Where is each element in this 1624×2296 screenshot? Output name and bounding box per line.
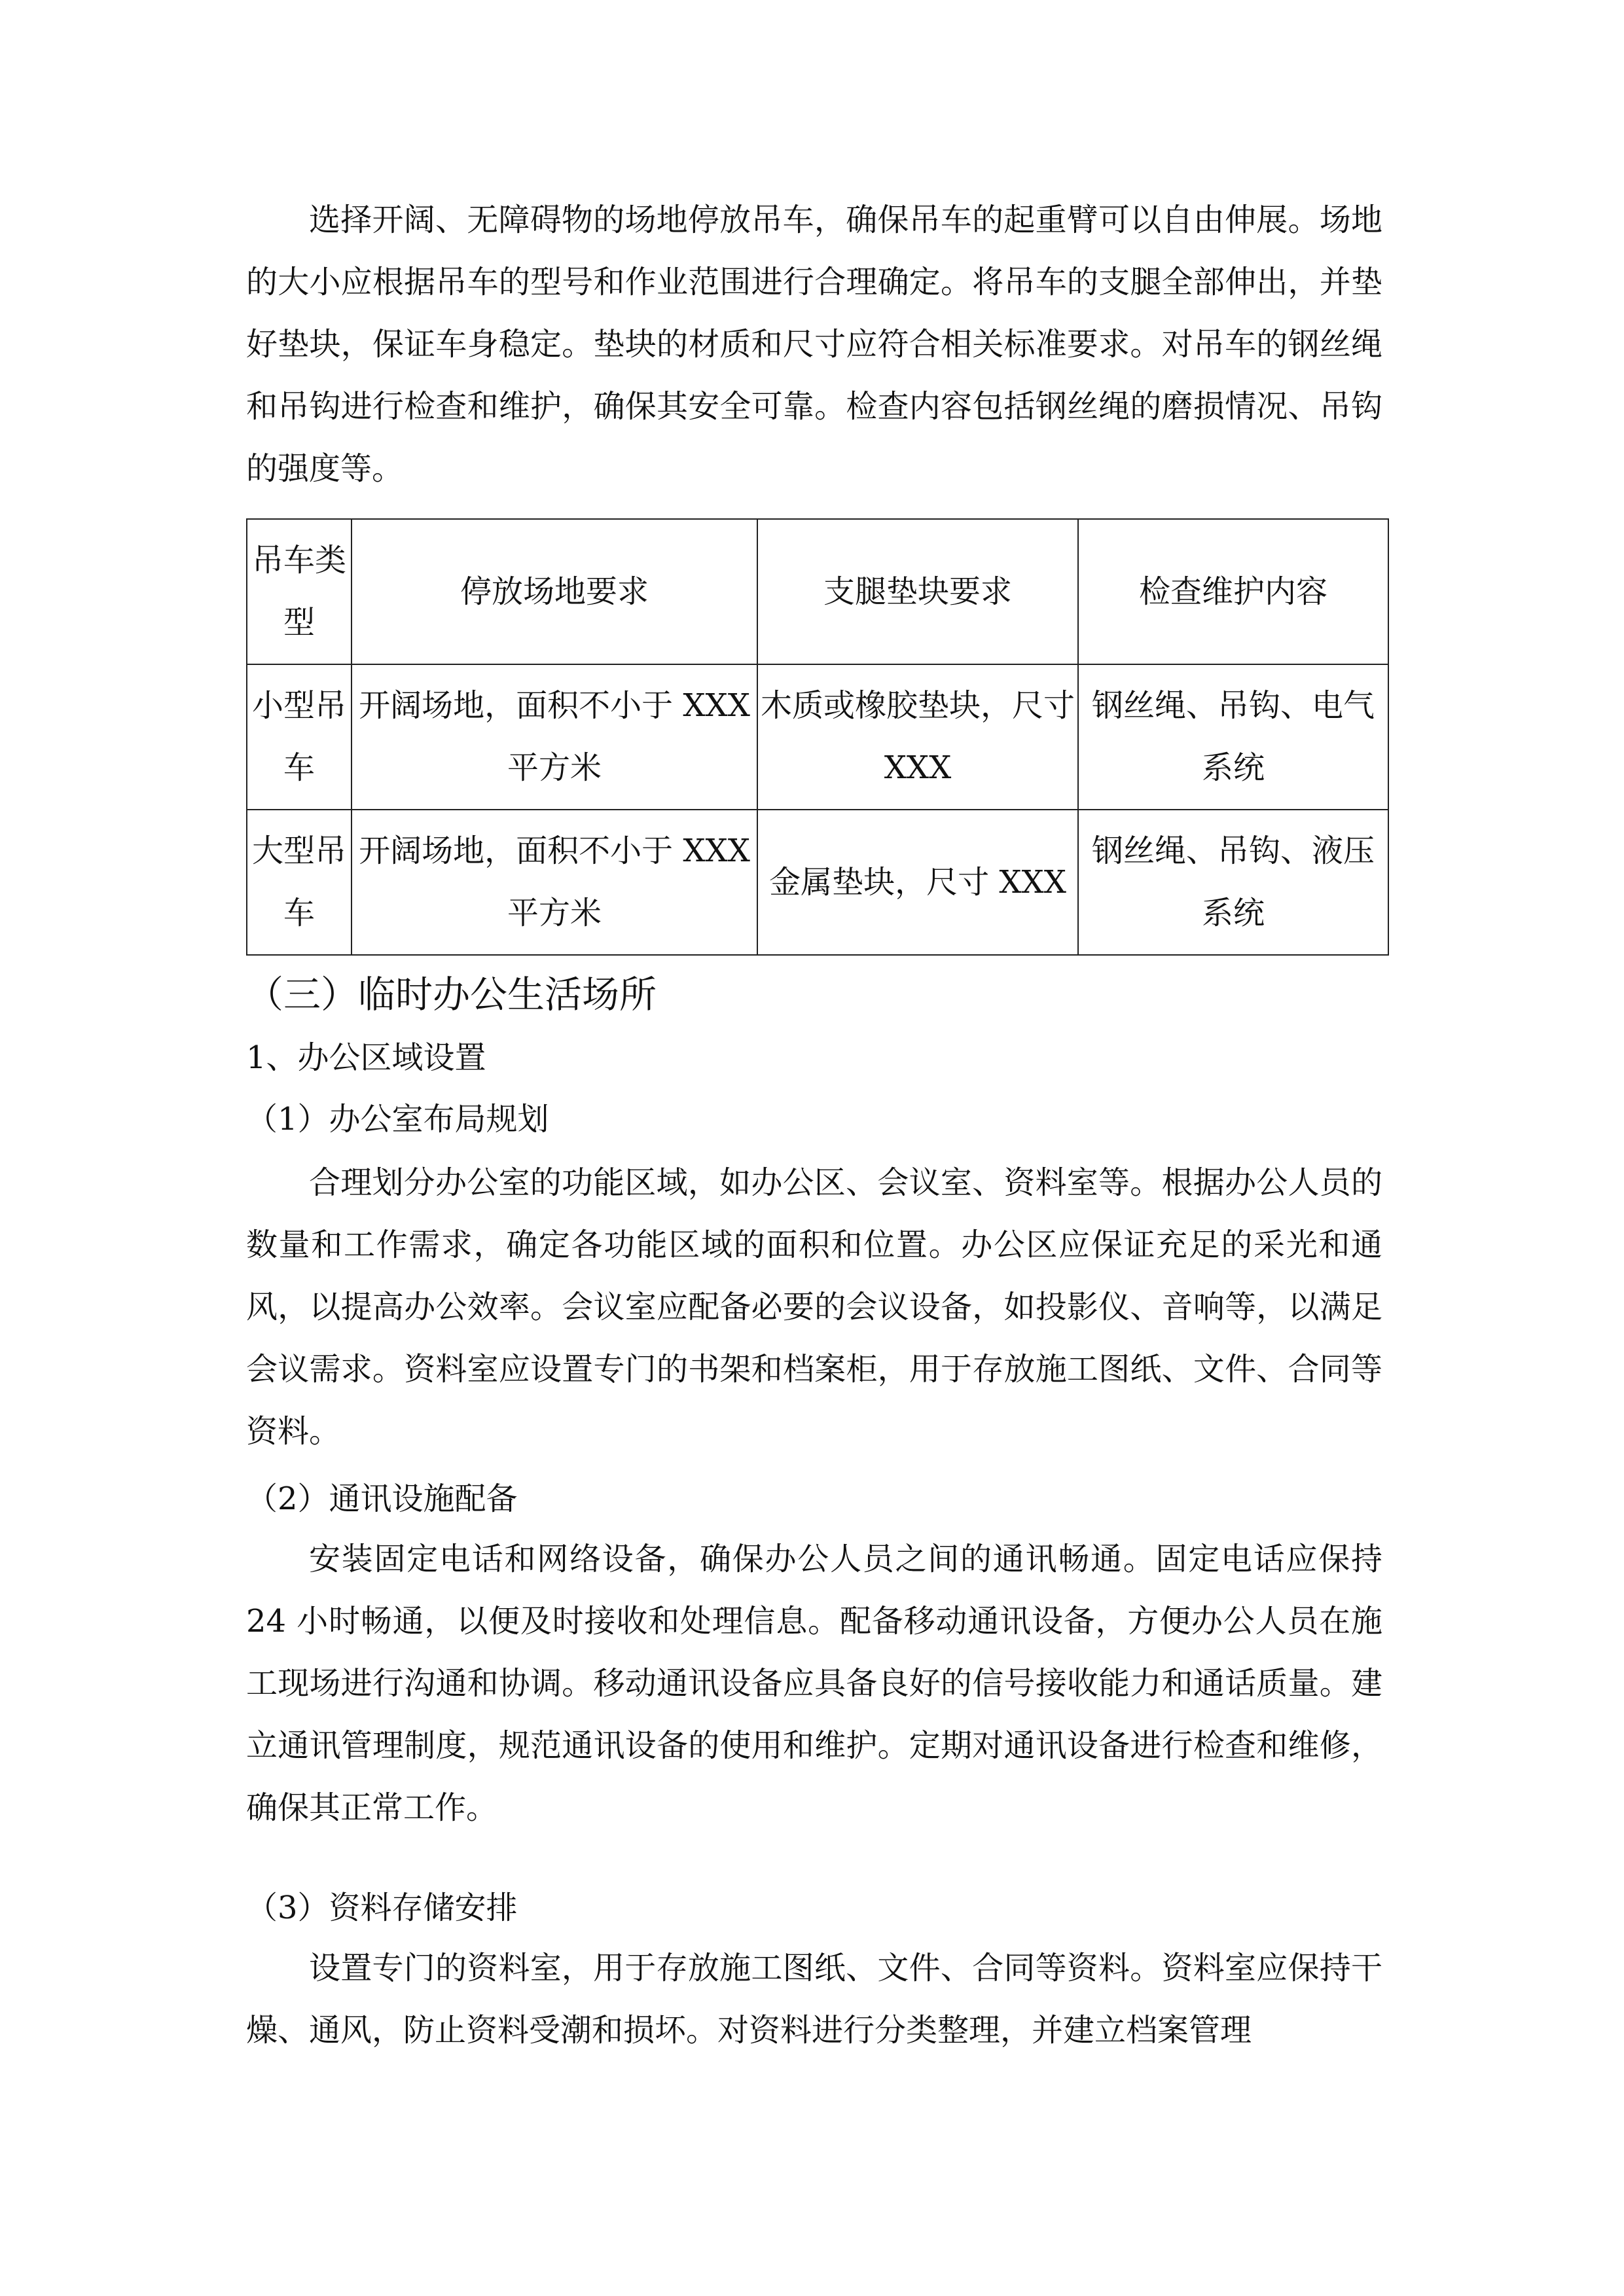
intro-paragraph: 选择开阔、无障碍物的场地停放吊车，确保吊车的起重臂可以自由伸展。场地的大小应根据吊车的型号和作业范围进行合理确定。将吊车的支腿全部伸出，并垫好垫块，保证车身稳定。垫块的材质和尺寸应符合相关标准要求。对吊车的钢丝绳和吊钩进行检查和维护，确保其安全可靠。检查内容包括钢丝绳的磨损情况、吊钩的强度等。	[246, 202, 1382, 487]
table-header-cell: 停放场地要求	[352, 519, 757, 664]
table-cell: 开阔场地，面积不小于 XXX 平方米	[352, 810, 757, 955]
table-cell: 钢丝绳、吊钩、液压系统	[1078, 810, 1388, 955]
table-row	[247, 664, 1388, 810]
table-header-cell: 吊车类型	[247, 519, 352, 664]
table-cell: 钢丝绳、吊钩、电气系统	[1078, 664, 1388, 810]
table-cell: 金属垫块，尺寸 XXX	[757, 810, 1078, 955]
office-layout-paragraph: 合理划分办公室的功能区域，如办公区、会议室、资料室等。根据办公人员的数量和工作需求，确定各功能区域的面积和位置。办公区应保证充足的采光和通风，以提高办公效率。会议室应配备必要的会议设备，如投影仪、音响等，以满足会议需求。资料室应设置专门的书架和档案柜，用于存放施工图纸、文件、合同等资料。	[246, 1164, 1382, 1450]
table-header-cell: 支腿垫块要求	[757, 519, 1078, 664]
storage-paragraph: 设置专门的资料室，用于存放施工图纸、文件、合同等资料。资料室应保持干燥、通风，防止资料受潮和损坏。对资料进行分类整理，并建立档案管理	[246, 1950, 1382, 2049]
table-cell: 开阔场地，面积不小于 XXX 平方米	[352, 664, 757, 810]
table-cell: 大型吊车	[247, 810, 352, 955]
table-row	[247, 810, 1388, 955]
table-cell: 小型吊车	[247, 664, 352, 810]
table-cell: 木质或橡胶垫块，尺寸 XXX	[757, 664, 1078, 810]
item-heading-storage: （3）资料存储安排	[246, 1890, 518, 1926]
table-header-row	[247, 519, 1388, 664]
subsection-heading: 1、办公区域设置	[246, 1039, 486, 1076]
item-heading-communication: （2）通讯设施配备	[246, 1480, 518, 1517]
communication-paragraph: 安装固定电话和网络设备，确保办公人员之间的通讯畅通。固定电话应保持 24 小时畅通，以便及时接收和处理信息。配备移动通讯设备，方便办公人员在施工现场进行沟通和协调。移动通讯设备应具备良好的信号接收能力和通话质量。建立通讯管理制度，规范通讯设备的使用和维护。定期对通讯设备进行检查和维修，确保其正常工作。	[246, 1541, 1382, 1826]
section-heading: （三）临时办公生活场所	[246, 973, 657, 1016]
crane-requirements-table	[246, 518, 1389, 956]
table-header-cell: 检查维护内容	[1078, 519, 1388, 664]
item-heading-office-layout: （1）办公室布局规划	[246, 1101, 549, 1138]
